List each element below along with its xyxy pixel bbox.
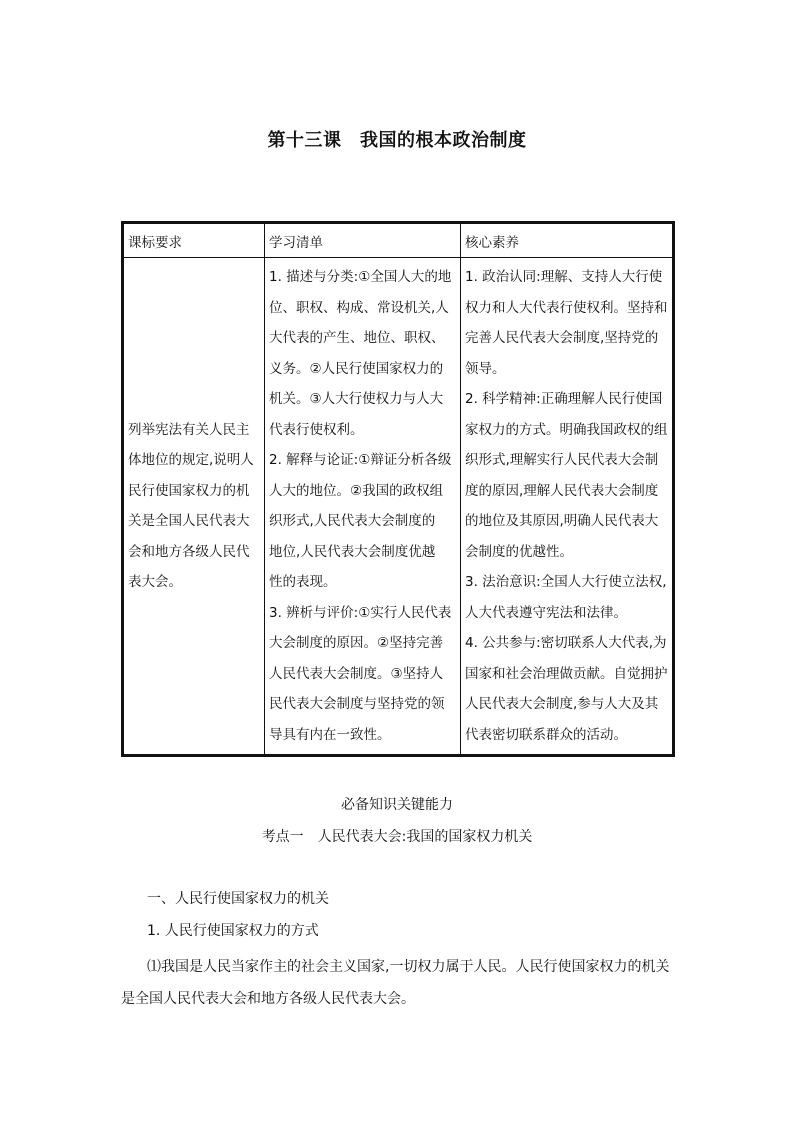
cell-text-line: 会制度的优越性。: [465, 543, 573, 560]
cell-text-line: 会和地方各级人民代: [128, 543, 250, 560]
cell-text-line: 度的原因,理解人民代表大会制度: [465, 482, 659, 499]
section-heading: 必备知识关键能力: [341, 797, 453, 813]
cell-text-line: 领导。: [465, 360, 506, 377]
cell-text-line: 2. 科学精神:正确理解人民行使国: [465, 391, 663, 407]
cell-text-line: 性的表现。: [269, 574, 337, 590]
body-paragraph: [121, 951, 681, 1015]
cell-text-line: 体地位的规定,说明人: [128, 452, 254, 468]
header-study-checklist: 学习清单: [265, 223, 461, 258]
cell-text-line: 3. 辨析与评价:①实行人民代表: [269, 604, 452, 621]
cell-text-line: 民代表大会制度与坚持党的领: [269, 696, 445, 712]
cell-text-line: 机关。③人大行使权力与人大: [269, 391, 444, 407]
cell-text-line: 4. 公共参与:密切联系人大代表,为: [465, 635, 667, 651]
curriculum-requirements-cell: [123, 258, 265, 756]
cell-text-line: 义务。②人民行使国家权力的: [269, 360, 444, 377]
cell-text-line: 1. 政治认同:理解、支持人大行使: [465, 269, 663, 285]
knowledge-point-heading: 考点一 人民代表大会:我国的国家权力机关: [261, 829, 533, 845]
header-curriculum-requirements: 课标要求: [123, 223, 265, 258]
cell-text-line: 代表密切联系群众的活动。: [465, 726, 627, 743]
subsection-heading: 1. 人民行使国家权力的方式: [147, 923, 319, 939]
study-checklist-cell: [265, 258, 461, 756]
cell-text-line: 表大会。: [128, 574, 182, 590]
cell-text-line: 地位,人民代表大会制度优越: [269, 543, 436, 560]
header-core-competencies: 核心素养: [461, 223, 674, 258]
cell-text-line: 家权力的方式。明确我国政权的组: [465, 421, 668, 438]
cell-text-line: 大代表的产生、地位、职权、: [269, 330, 445, 346]
cell-text-line: 列举宪法有关人民主: [128, 421, 250, 438]
cell-text-line: 3. 法治意识:全国人大行使立法权,: [465, 574, 667, 590]
cell-text-line: 代表行使权利。: [269, 421, 364, 438]
subsection-heading: 一、人民行使国家权力的机关: [147, 891, 329, 907]
table-row: [123, 258, 674, 756]
paragraph-line: 是全国人民代表大会和地方各级人民代表大会。: [121, 991, 415, 1007]
table-header-row: [123, 223, 674, 258]
cell-text-line: 人大代表遵守宪法和法律。: [465, 604, 627, 621]
cell-text-line: 权力和人大代表行使权利。坚持和: [465, 299, 668, 316]
cell-text-line: 完善人民代表大会制度,坚持党的: [465, 330, 659, 346]
cell-text-line: 人大的地位。②我国的政权组: [269, 482, 444, 499]
cell-text-line: 位、职权、构成、常设机关,人: [269, 299, 449, 316]
cell-text-line: 的地位及其原因,明确人民代表大: [465, 513, 659, 529]
core-competencies-cell: [461, 258, 674, 756]
page-title: 第十三课 我国的根本政治制度: [267, 130, 527, 151]
cell-text-line: 2. 解释与论证:①辩证分析各级: [269, 452, 452, 468]
cell-text-line: 导具有内在一致性。: [269, 726, 391, 743]
cell-text-line: 民行使国家权力的机: [128, 482, 250, 499]
paragraph-line: ⑴我国是人民当家作主的社会主义国家,一切权力属于人民。人民行使国家权力的机关: [147, 959, 670, 975]
curriculum-standards-table: [121, 221, 675, 757]
cell-text-line: 关是全国人民代表大: [128, 513, 250, 529]
cell-text-line: 大会制度的原因。②坚持完善: [269, 635, 444, 651]
cell-text-line: 1. 描述与分类:①全国人大的地: [269, 269, 452, 285]
cell-text-line: 织形式,理解实行人民代表大会制: [465, 452, 659, 468]
cell-text-line: 织形式,人民代表大会制度的: [269, 513, 436, 529]
cell-text-line: 人民代表大会制度,参与人大及其: [465, 696, 659, 712]
cell-text-line: 国家和社会治理做贡献。自觉拥护: [465, 665, 668, 682]
cell-text-line: 人民代表大会制度。③坚持人: [269, 665, 444, 682]
